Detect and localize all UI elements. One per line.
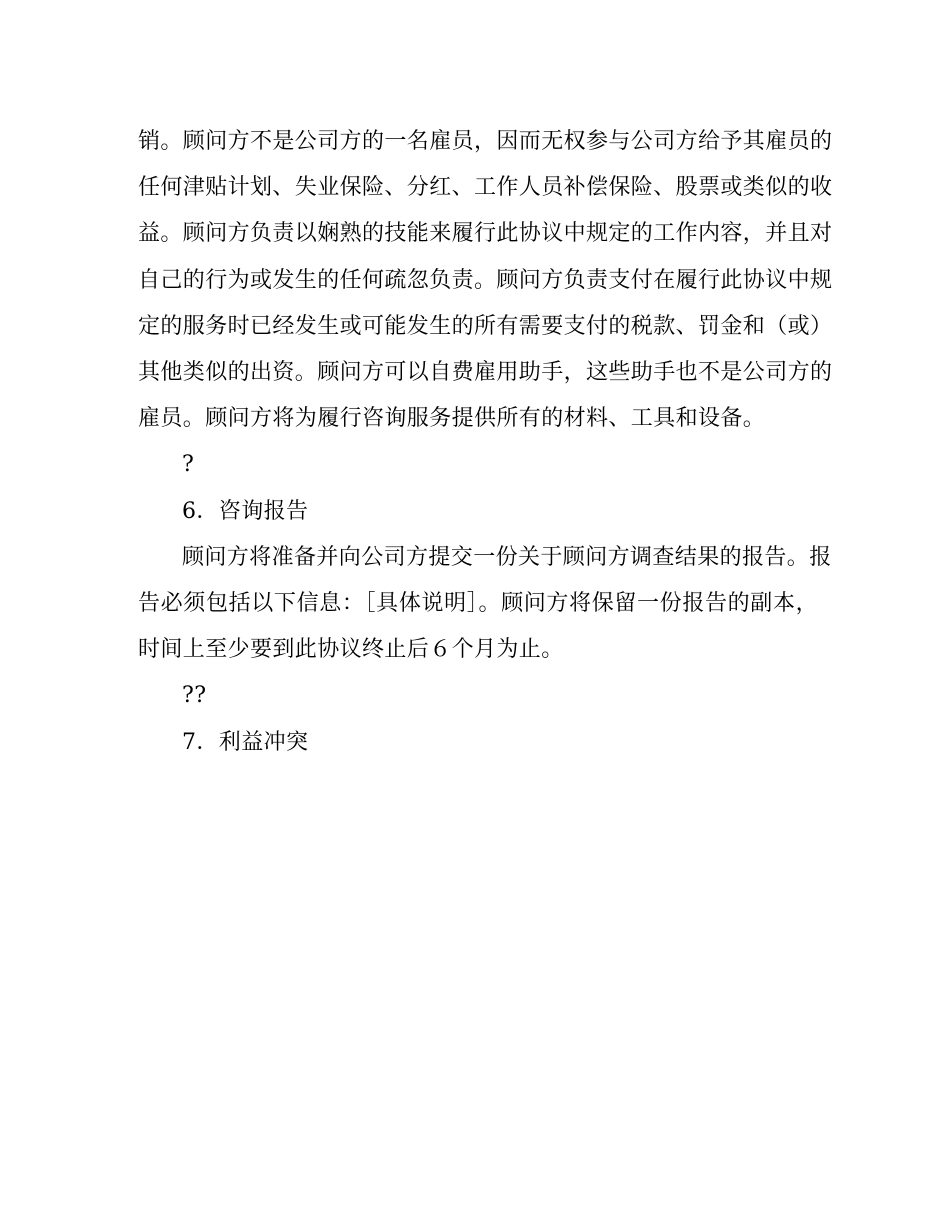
paragraph-line: 益。顾问方负责以娴熟的技能来履行此协议中规定的工作内容，并且对 xyxy=(138,221,833,246)
paragraph-line: 时间上至少要到此协议终止后６个月为止。 xyxy=(138,637,564,662)
paragraph-line: 定的服务时已经发生或可能发生的所有需要支付的税款、罚金和（或） xyxy=(138,314,833,339)
section-heading: 6．咨询报告 xyxy=(182,499,309,524)
placeholder-mark: ?? xyxy=(182,683,207,708)
section-heading: 7．利益冲突 xyxy=(182,730,309,755)
paragraph-line: 任何津贴计划、失业保险、分红、工作人员补偿保险、股票或类似的收 xyxy=(138,175,833,200)
placeholder-mark: ? xyxy=(182,452,195,477)
paragraph-line: 其他类似的出资。顾问方可以自费雇用助手，这些助手也不是公司方的 xyxy=(138,360,833,385)
paragraph-line: 销。顾问方不是公司方的一名雇员，因而无权参与公司方给予其雇员的 xyxy=(138,129,833,154)
paragraph-line: 雇员。顾问方将为履行咨询服务提供所有的材料、工具和设备。 xyxy=(138,406,766,431)
paragraph-line: 自己的行为或发生的任何疏忽负责。顾问方负责支付在履行此协议中规 xyxy=(138,268,833,293)
paragraph-line: 告必须包括以下信息：［具体说明］。顾问方将保留一份报告的副本， xyxy=(138,591,818,616)
paragraph-line: 顾问方将准备并向公司方提交一份关于顾问方调查结果的报告。报 xyxy=(182,545,832,570)
